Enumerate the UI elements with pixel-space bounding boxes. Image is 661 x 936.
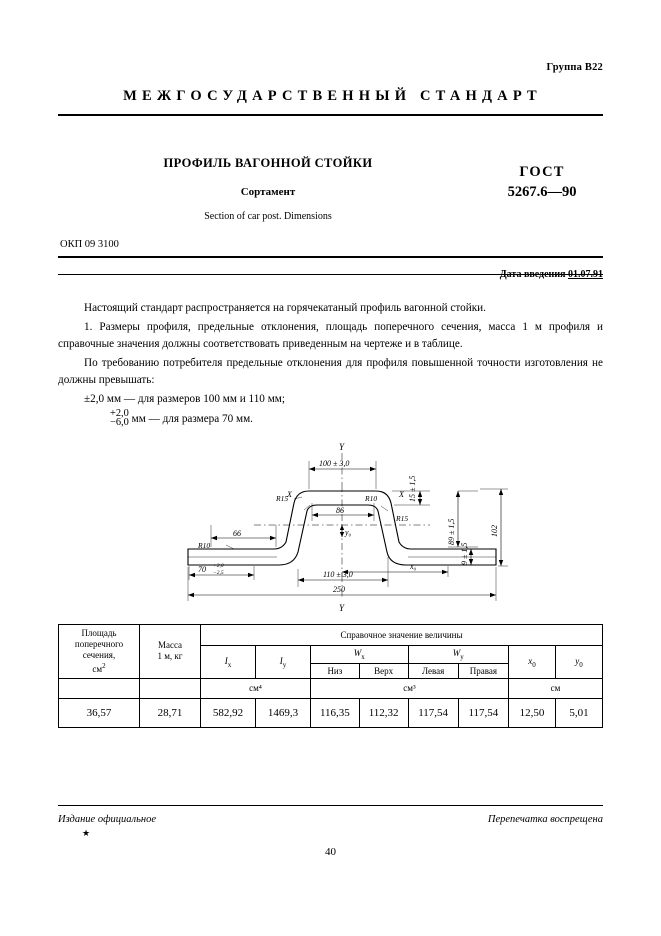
value-Wx-verh: 112,32: [359, 698, 408, 727]
table-header-row-1: [59, 625, 603, 646]
group-label: Группа В22: [546, 62, 603, 73]
value-Wx-niz: 116,35: [311, 698, 360, 727]
tolerance-upper: +2,0: [110, 407, 129, 419]
unit-cm: см: [509, 678, 603, 698]
drawing-dim-250: 250: [333, 585, 345, 594]
footer-left-note: Издание официальное: [58, 814, 157, 825]
drawing-r10-left: R10: [198, 541, 211, 550]
divider-footer: [58, 805, 603, 806]
value-Wy-pravaya: 117,54: [458, 698, 508, 727]
header-Wy: $W_у$: [408, 646, 509, 664]
page-number: 40: [325, 846, 336, 858]
drawing-dim-86: 86: [336, 506, 344, 515]
header-Iy: $I_у$: [256, 646, 311, 679]
drawing-dim-70: 70: [198, 565, 206, 574]
page-subtitle-english: Section of car post. Dimensions: [204, 211, 332, 222]
drawing-label-y0: y₀: [345, 528, 352, 537]
divider-bottom: [58, 274, 603, 275]
header-mass: Масса 1 м, кг: [140, 625, 201, 679]
drawing-dim-70-upper: +2,0: [213, 563, 224, 569]
value-y0: 5,01: [556, 698, 603, 727]
page-subtitle: Сортамент: [240, 186, 296, 198]
drawing-label-x0: x₀: [410, 562, 417, 571]
header-Wx: $W_х$: [311, 646, 409, 664]
drawing-dim-100: 100 ± 3,0: [319, 459, 350, 468]
header-pravaya: Правая: [458, 663, 508, 678]
tolerance-line-1: ±2,0 мм — для размеров 100 мм и 110 мм;: [84, 392, 285, 405]
header-niz: Низ: [311, 663, 360, 678]
header-verh: Верх: [359, 663, 408, 678]
paragraph-clause-1: 1. Размеры профиля, предельные отклонения, площадь поперечного сечения, масса 1 м профиля и справочные значения должны соответствовать приведенным на чертеже и в таблице.: [58, 320, 603, 351]
header-area: Площадь поперечного сечения, $см^2$: [59, 625, 140, 679]
drawing-dim-102: 102: [490, 525, 499, 537]
unit-blank-mass: [140, 678, 201, 698]
value-area: 36,57: [59, 698, 140, 727]
tolerance-line-2-text: мм — для размера 70 мм.: [131, 412, 253, 425]
header-Ix: $I_х$: [201, 646, 256, 679]
properties-table: [58, 624, 603, 728]
drawing-dim-110: 110 ± 3,0: [323, 570, 353, 579]
table-row: [59, 698, 603, 727]
unit-cm3: см³: [311, 678, 509, 698]
header-y0: $y_0$: [556, 646, 603, 679]
value-x0: 12,50: [509, 698, 556, 727]
gost-designation: [492, 164, 592, 201]
standard-banner: МЕЖГОСУДАРСТВЕННЫЙ СТАНДАРТ: [123, 88, 542, 104]
drawing-label-y-top: Y: [339, 442, 345, 452]
drawing-dim-89: 89 ± 1,5: [447, 518, 456, 545]
profile-drawing-svg: [58, 425, 603, 615]
body-text: [58, 300, 603, 429]
divider-top: [58, 114, 603, 116]
drawing-dim-9: 9 ± 1,5: [460, 542, 469, 565]
gost-number: 5267.6—90: [507, 184, 577, 200]
profile-drawing: [58, 425, 603, 615]
footer-star-icon: ★: [82, 828, 91, 838]
divider-mid: [58, 256, 603, 258]
footer-right-note: Перепечатка воспрещена: [487, 814, 603, 825]
unit-cm4: см⁴: [201, 678, 311, 698]
drawing-r15-right: R15: [396, 514, 409, 523]
page-title: ПРОФИЛЬ ВАГОННОЙ СТОЙКИ: [163, 156, 373, 170]
tolerance-lower: −6,0: [110, 416, 129, 428]
paragraph-tolerance-intro: По требованию потребителя предельные отклонения для профиля повышенной точности изготовления не должны превышать:: [58, 356, 603, 387]
value-Ix: 582,92: [201, 698, 256, 727]
header-levaya: Левая: [408, 663, 458, 678]
table-units-row: [59, 678, 603, 698]
drawing-axis-x-right: X: [399, 490, 404, 499]
drawing-dim-15: 15 ± 1,5: [408, 475, 417, 502]
drawing-dim-70-lower: −2,5: [213, 570, 224, 576]
value-Iy: 1469,3: [256, 698, 311, 727]
unit-blank-area: [59, 678, 140, 698]
header-x0: $x_0$: [509, 646, 556, 679]
drawing-r10-right: R10: [365, 494, 378, 503]
value-mass: 28,71: [140, 698, 201, 727]
header-reference-group: Справочное значение величины: [201, 625, 603, 646]
drawing-dim-66: 66: [233, 529, 241, 538]
gost-word: ГОСТ: [519, 164, 565, 180]
drawing-label-y-bottom: Y: [339, 603, 345, 613]
drawing-r15-left: R15: [276, 494, 289, 503]
paragraph-scope: Настоящий стандарт распространяется на горячекатаный профиль вагонной стойки.: [84, 302, 486, 314]
drawing-axis-x-left: X: [287, 490, 292, 499]
value-Wy-levaya: 117,54: [408, 698, 458, 727]
okp-code: ОКП 09 3100: [60, 239, 119, 250]
